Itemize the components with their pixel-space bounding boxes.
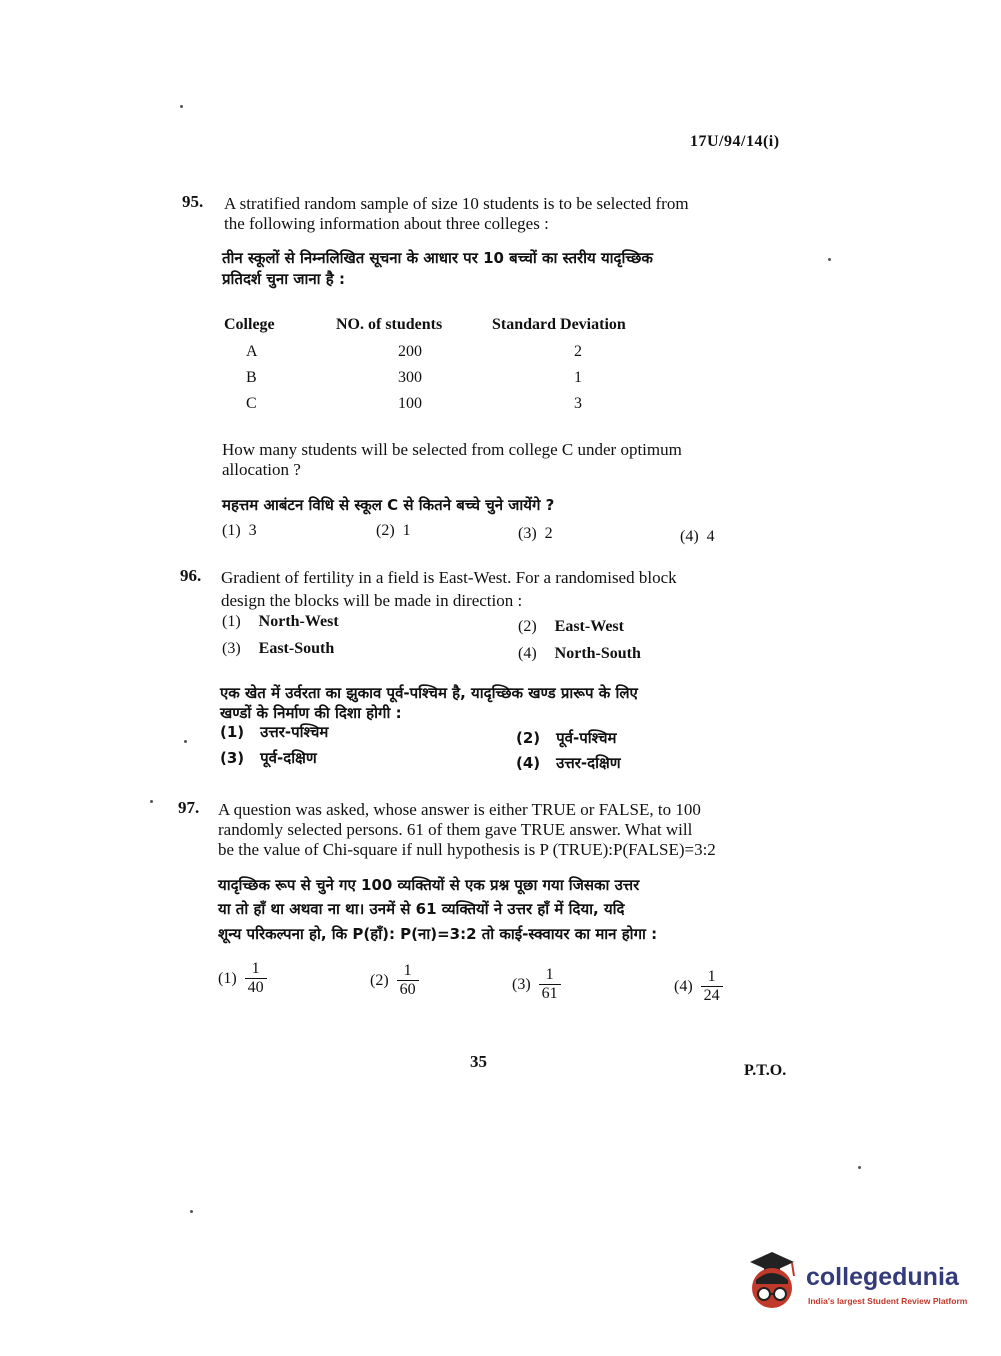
question-95-number: 95. [182,192,204,211]
table-cell: 300 [398,369,422,386]
option-number: (4) [674,977,693,995]
option-number: (1) [222,613,241,630]
option-text: उत्तर-पश्चिम [260,723,329,741]
option-text: North-South [554,645,641,662]
q95-option-2[interactable] [376,522,411,540]
table-header-sd: Standard Deviation [492,316,626,333]
option-number: (3) [518,525,537,542]
q95-question-line2: allocation ? [222,460,301,479]
table-row [224,339,672,365]
table-cell: 1 [574,369,582,386]
scan-speck [190,1210,193,1213]
fraction [245,960,267,997]
table-cell: 3 [574,395,582,412]
option-number: (3) [220,749,245,767]
denominator: 40 [247,979,264,996]
table-cell: 200 [398,343,422,360]
q96-hindi-option-3[interactable] [220,748,317,768]
denominator: 61 [541,985,558,1002]
scan-speck [150,800,153,803]
q95-english-line1: A stratified random sample of size 10 students is to be selected from [224,194,689,213]
q95-question-line1: How many students will be selected from college C under optimum [222,440,682,459]
q95-option-3[interactable] [518,525,553,543]
q96-option-2[interactable] [518,618,624,636]
q96-english-line1: Gradient of fertility in a field is East-West. For a randomised block [221,568,677,587]
page-number: 35 [470,1052,487,1071]
option-number: (4) [680,528,699,545]
option-text: 2 [544,525,553,542]
q97-english-line1: A question was asked, whose answer is either TRUE or FALSE, to 100 [218,800,701,819]
q96-option-4[interactable] [518,645,641,663]
q96-option-3[interactable] [222,640,334,658]
option-number: (2) [376,522,395,539]
q95-option-1[interactable] [222,522,257,540]
table-header-students: NO. of students [336,316,443,333]
q95-hindi-line1: तीन स्कूलों से निम्नलिखित सूचना के आधार पर 10 बच्चों का स्तरीय यादृच्छिक [222,249,653,267]
option-number: (4) [518,645,537,662]
denominator: 24 [703,987,720,1004]
q95-english-line2: the following information about three colleges : [224,214,549,233]
pto-label: P.T.O. [744,1062,787,1079]
option-text: पूर्व-पश्चिम [556,729,617,747]
option-text: पूर्व-दक्षिण [260,749,317,767]
q95-option-4[interactable] [680,528,715,546]
numerator: 1 [701,968,723,987]
fraction [701,968,723,1005]
numerator: 1 [397,962,419,981]
fraction [539,966,561,1003]
table-row [224,365,672,391]
q97-option-3[interactable] [512,966,561,1003]
scan-speck [184,740,187,743]
q96-option-1[interactable] [222,613,339,631]
q97-english-line2: randomly selected persons. 61 of them gave TRUE answer. What will [218,820,693,839]
denominator: 60 [399,981,416,998]
scan-speck [858,1166,861,1169]
q97-hindi-line1: यादृच्छिक रूप से चुने गए 100 व्यक्तियों से एक प्रश्न पूछा गया जिसका उत्तर [218,876,640,894]
table-cell: A [246,343,258,360]
option-number: (2) [518,618,537,635]
question-96-number: 96. [180,566,202,585]
option-text: East-West [554,618,624,635]
q96-english-line2: design the blocks will be made in direction : [221,591,523,610]
table-cell: C [246,395,257,412]
option-number: (3) [512,975,531,993]
option-number: (3) [222,640,241,657]
logo-brand-text: collegedunia [806,1263,959,1291]
question-97-number: 97. [178,798,200,817]
q96-hindi-option-1[interactable] [220,722,328,742]
table-cell: 2 [574,343,582,360]
table-cell: 100 [398,395,422,412]
q97-option-4[interactable] [674,968,723,1005]
option-text: 1 [402,522,411,539]
q95-hindi-line2: प्रतिदर्श चुना जाना है : [222,270,345,288]
option-number: (1) [218,969,237,987]
q96-hindi-option-2[interactable] [516,728,617,748]
college-table [224,311,672,417]
option-number: (4) [516,754,541,772]
option-text: East-South [258,640,335,657]
numerator: 1 [245,960,267,979]
q96-hindi-option-4[interactable] [516,753,621,773]
q95-hindi-question: महत्तम आबंटन विधि से स्कूल C से कितने बच्चे चुने जायेंगे ? [222,496,555,514]
q96-hindi-line1: एक खेत में उर्वरता का झुकाव पूर्व-पश्चिम है, यादृच्छिक खण्ड प्रारूप के लिए [220,684,638,702]
option-text: 4 [706,528,715,545]
table-row [224,391,672,417]
option-number: (1) [220,723,245,741]
option-text: उत्तर-दक्षिण [556,754,621,772]
paper-code: 17U/94/14(i) [690,133,780,150]
q97-option-1[interactable] [218,960,267,997]
q97-hindi-line2: या तो हाँ था अथवा ना था। उनमें से 61 व्यक्तियों ने उत्तर हाँ में दिया, यदि [218,900,625,918]
scan-speck [180,105,183,108]
scan-speck [828,258,831,261]
logo-tagline: India's largest Student Review Platform [808,1296,968,1306]
option-text: North-West [258,613,339,630]
table-cell: B [246,369,257,386]
table-header-college: College [224,316,275,333]
option-number: (1) [222,522,241,539]
q97-option-2[interactable] [370,962,419,999]
numerator: 1 [539,966,561,985]
q96-hindi-line2: खण्डों के निर्माण की दिशा होगी : [220,704,402,722]
q97-hindi-line3: शून्य परिकल्पना हो, कि P(हाँ): P(ना)=3:2 तो काई-स्क्वायर का मान होगा : [218,925,658,943]
q97-english-line3: be the value of Chi-square if null hypothesis is P (TRUE):P(FALSE)=3:2 [218,840,716,859]
option-text: 3 [248,522,257,539]
option-number: (2) [516,729,541,747]
fraction [397,962,419,999]
option-number: (2) [370,971,389,989]
